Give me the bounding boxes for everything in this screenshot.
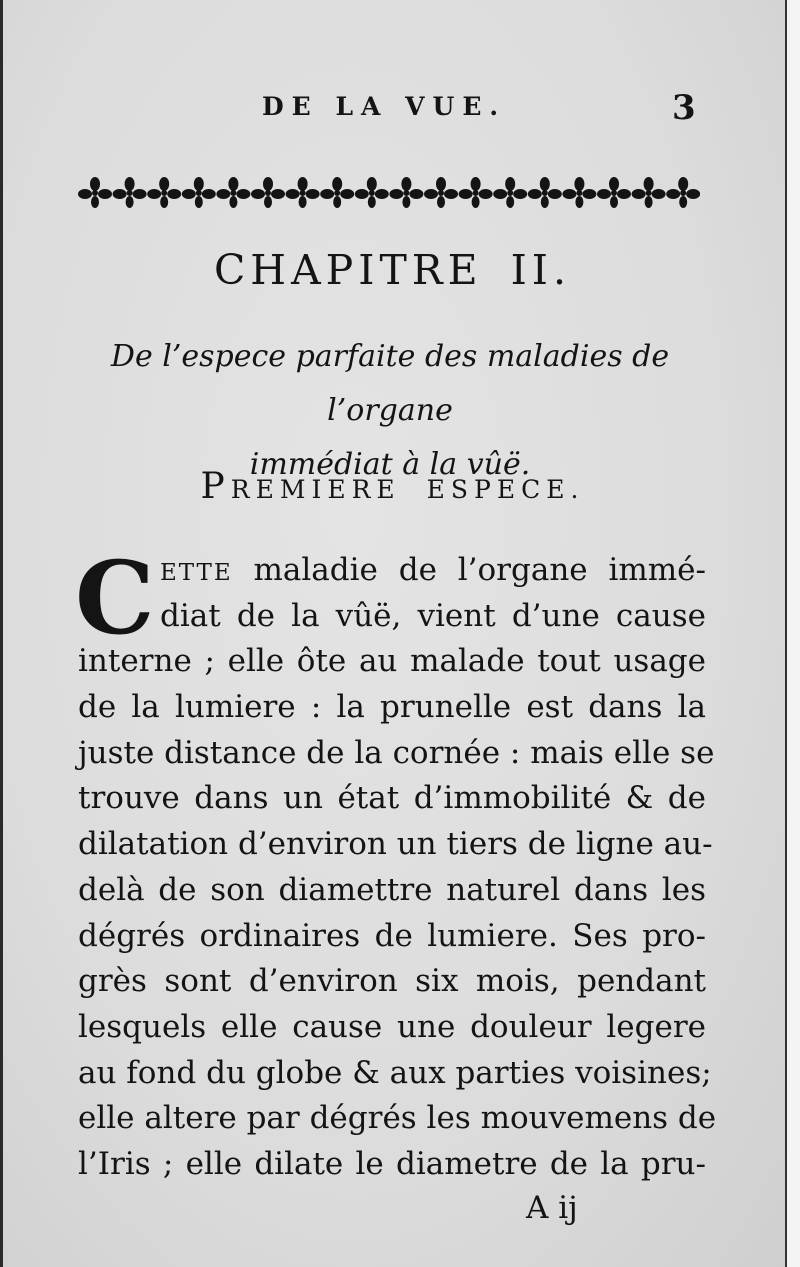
fleuron-icon <box>182 177 216 208</box>
fleuron-icon <box>597 177 631 208</box>
subtitle-line-1: De l’espece parfaite des maladies de l’organe <box>110 339 670 428</box>
subtitle-line-2: immédiat à la vûë. <box>249 447 531 482</box>
smallcaps-word: ETTE <box>160 560 233 586</box>
body-line <box>78 959 706 1005</box>
section-title <box>0 466 785 507</box>
body-line-text: l’Iris ; elle dilate le diametre de la pru- <box>78 1145 706 1182</box>
body-line-text: maladie de l’organe immé- <box>232 552 706 588</box>
fleuron-icon <box>355 177 389 208</box>
body-line <box>78 731 715 777</box>
body-line <box>78 1096 717 1142</box>
fleuron-icon <box>320 177 354 208</box>
body-line-text: delà de son diamettre naturel dans les <box>78 871 706 908</box>
body-line <box>78 639 706 685</box>
body-line <box>78 1005 706 1051</box>
body-line-text: lesquels elle cause une douleur legere <box>78 1008 706 1045</box>
drop-cap: C <box>75 539 155 657</box>
chapter-title <box>0 246 785 294</box>
section-word-1: REMIERE <box>230 475 401 504</box>
body-line-text: juste distance de la cornée : mais elle se <box>78 734 715 771</box>
binding-shadow <box>0 0 3 1267</box>
fleuron-icon <box>251 177 285 208</box>
fleuron-icon <box>113 177 147 208</box>
body-line-text: diat de la vûë, vient d’une cause <box>160 597 706 634</box>
body-line <box>78 914 706 960</box>
fleuron-icon <box>389 177 423 208</box>
body-line <box>78 822 713 868</box>
body-line-text: elle altere par dégrés les mouvemens de <box>78 1100 717 1137</box>
fleuron-band-icon <box>78 172 700 212</box>
fleuron-icon <box>493 177 527 208</box>
body-line-text: de la lumiere : la prunelle est dans la <box>78 689 706 726</box>
body-line <box>78 685 706 731</box>
fleuron-icon <box>459 177 493 208</box>
body-line-text: interne ; elle ôte au malade tout usage <box>78 643 706 680</box>
body-line <box>78 594 706 640</box>
body-line-text: dilatation d’environ un tiers de ligne au- <box>78 826 713 863</box>
section-word-2: ESPECE. <box>426 475 585 504</box>
fleuron-icon <box>286 177 320 208</box>
fleuron-icon <box>528 177 562 208</box>
fleuron-icon <box>562 177 596 208</box>
body-line-text: trouve dans un état d’immobilité & de <box>78 780 706 817</box>
fleuron-icon <box>632 177 666 208</box>
body-line-text: au fond du globe & aux parties voisines; <box>78 1054 712 1091</box>
body-line <box>78 548 706 594</box>
fleuron-icon <box>216 177 250 208</box>
fleuron-icon <box>666 177 700 208</box>
page-edge <box>785 0 800 1267</box>
body-line <box>78 1142 706 1188</box>
fleuron-icon <box>424 177 458 208</box>
signature-mark: A ij <box>526 1190 578 1226</box>
running-head: DE LA VUE. <box>262 92 507 121</box>
chapter-number: II. <box>510 246 572 294</box>
body-line <box>78 1051 712 1097</box>
body-line <box>78 776 706 822</box>
section-first-letter: P <box>200 466 231 507</box>
body-line-text: grès sont d’environ six mois, pendant <box>78 963 706 1000</box>
body-text <box>75 539 717 1188</box>
fleuron-icon <box>78 177 112 208</box>
fleuron-icon <box>147 177 181 208</box>
page-number: 3 <box>672 88 696 128</box>
body-line <box>78 868 706 914</box>
chapter-label: CHAPITRE <box>213 246 483 294</box>
body-line-text: dégrés ordinaires de lumiere. Ses pro- <box>78 917 706 954</box>
